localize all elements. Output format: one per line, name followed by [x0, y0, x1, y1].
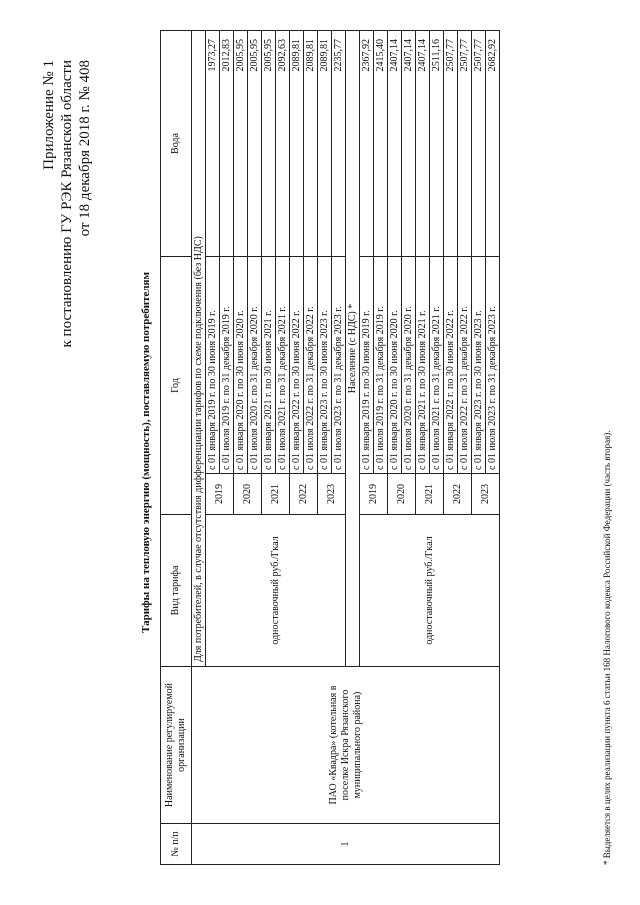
- value-cell: 2089,81: [290, 31, 304, 257]
- value-cell: 2507,77: [472, 31, 486, 257]
- header-water: Вода: [161, 31, 192, 257]
- year-cell: 2019: [360, 474, 388, 515]
- header-num: № п/п: [161, 824, 192, 865]
- year-cell: 2022: [444, 474, 472, 515]
- period-cell: с 01 января 2020 г. по 30 июня 2020 г.: [234, 257, 248, 474]
- appendix-line-1: Приложение № 1: [41, 60, 57, 170]
- value-cell: 2005,95: [248, 31, 262, 257]
- section-title-1: Для потребителей, в случае отсутствия дифференциации тарифов по схеме подключения (без НДС): [192, 31, 206, 667]
- value-cell: 2089,81: [318, 31, 332, 257]
- value-cell: 2012,83: [220, 31, 234, 257]
- year-cell: 2021: [262, 474, 290, 515]
- period-cell: с 01 июля 2022 г. по 31 декабря 2022 г.: [304, 257, 318, 474]
- period-cell: с 01 июля 2020 г. по 31 декабря 2020 г.: [248, 257, 262, 474]
- period-cell: с 01 июля 2020 г. по 31 декабря 2020 г.: [402, 257, 416, 474]
- footnote: * Выделяется в целях реализации пункта 6 статьи 168 Налогового кодекса Российской Федерации (часть вторая).: [602, 430, 612, 865]
- value-cell: 2235,77: [332, 31, 346, 257]
- value-cell: 2511,16: [430, 31, 444, 257]
- period-cell: с 01 января 2021 г. по 30 июня 2021 г.: [416, 257, 430, 474]
- period-cell: с 01 июля 2022 г. по 31 декабря 2022 г.: [458, 257, 472, 474]
- value-cell: 1973,27: [206, 31, 220, 257]
- period-cell: с 01 января 2022 г. по 30 июня 2022 г.: [290, 257, 304, 474]
- header-kind: Вид тарифа: [161, 515, 192, 667]
- tariff-table: [160, 30, 500, 865]
- year-cell: 2023: [318, 474, 346, 515]
- table-body: [192, 31, 500, 865]
- period-cell: с 01 января 2020 г. по 30 июня 2020 г.: [388, 257, 402, 474]
- period-cell: с 01 июля 2023 г. по 31 декабря 2023 г.: [486, 257, 500, 474]
- value-cell: 2005,95: [262, 31, 276, 257]
- header-org: Наименование регулируемой организации: [161, 667, 192, 824]
- period-cell: с 01 июля 2019 г. по 31 декабря 2019 г.: [220, 257, 234, 474]
- appendix-line-2: к постановлению ГУ РЭК Рязанской области: [59, 60, 75, 348]
- period-cell: с 01 января 2023 г. по 30 июня 2023 г.: [472, 257, 486, 474]
- year-cell: 2021: [416, 474, 444, 515]
- organization-name: ПАО «Квадра» (котельная в поселке Искра Рязанского муниципального района): [192, 667, 500, 824]
- year-cell: 2022: [290, 474, 318, 515]
- value-cell: 2407,14: [402, 31, 416, 257]
- value-cell: 2682,92: [486, 31, 500, 257]
- year-cell: 2023: [472, 474, 500, 515]
- tariff-kind: одноставочный руб./Гкал: [360, 515, 500, 667]
- value-cell: 2507,77: [458, 31, 472, 257]
- year-cell: 2020: [388, 474, 416, 515]
- year-cell: 2019: [206, 474, 234, 515]
- period-cell: с 01 января 2019 г. по 30 июня 2019 г.: [360, 257, 374, 474]
- year-cell: 2020: [234, 474, 262, 515]
- period-cell: с 01 января 2021 г. по 30 июня 2021 г.: [262, 257, 276, 474]
- appendix-line-3: от 18 декабря 2018 г. № 408: [77, 60, 93, 237]
- period-cell: с 01 января 2019 г. по 30 июня 2019 г.: [206, 257, 220, 474]
- table-header-row: [161, 31, 192, 865]
- value-cell: 2005,95: [234, 31, 248, 257]
- appendix-block: [40, 60, 94, 347]
- section-title-2: Население (с НДС) *: [346, 31, 360, 667]
- row-number: 1: [192, 824, 500, 865]
- value-cell: 2367,92: [360, 31, 374, 257]
- period-cell: с 01 января 2022 г. по 30 июня 2022 г.: [444, 257, 458, 474]
- document-title: Тарифы на тепловую энергию (мощность), поставляемую потребителям: [140, 272, 152, 633]
- header-year: Год: [161, 257, 192, 515]
- period-cell: с 01 июля 2021 г. по 31 декабря 2021 г.: [276, 257, 290, 474]
- value-cell: 2089,81: [304, 31, 318, 257]
- period-cell: с 01 июля 2019 г. по 31 декабря 2019 г.: [374, 257, 388, 474]
- value-cell: 2507,77: [444, 31, 458, 257]
- value-cell: 2407,14: [416, 31, 430, 257]
- tariff-kind: одноставочный руб./Гкал: [206, 515, 346, 667]
- section-row: [192, 31, 206, 865]
- period-cell: с 01 января 2023 г. по 30 июня 2023 г.: [318, 257, 332, 474]
- value-cell: 2415,40: [374, 31, 388, 257]
- period-cell: с 01 июля 2023 г. по 31 декабря 2023 г.: [332, 257, 346, 474]
- value-cell: 2092,63: [276, 31, 290, 257]
- value-cell: 2407,14: [388, 31, 402, 257]
- period-cell: с 01 июля 2021 г. по 31 декабря 2021 г.: [430, 257, 444, 474]
